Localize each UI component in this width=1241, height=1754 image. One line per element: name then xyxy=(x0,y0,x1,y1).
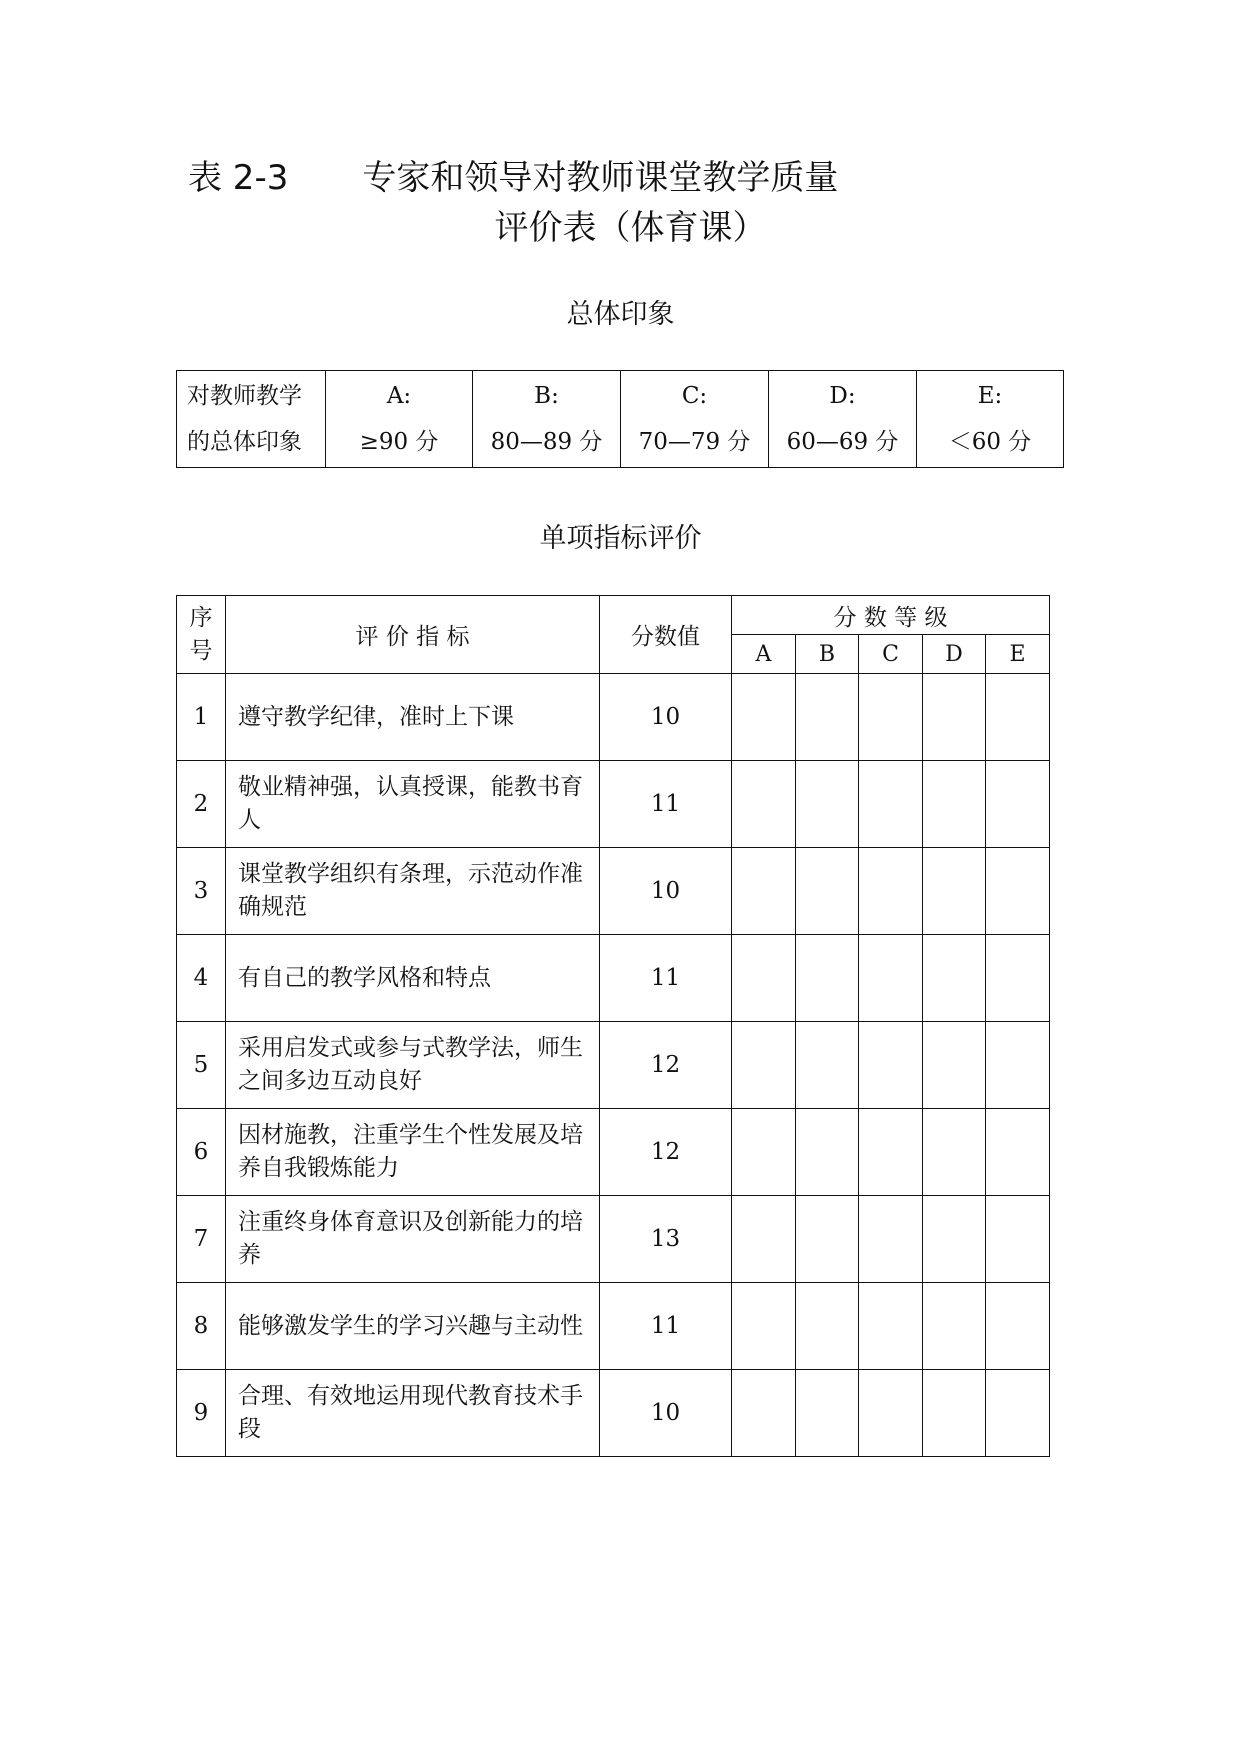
row-number: 1 xyxy=(177,674,226,761)
grade-input-cell-e[interactable] xyxy=(986,1370,1050,1457)
indicator-text: 注重终身体育意识及创新能力的培养 xyxy=(226,1196,600,1283)
score-value: 10 xyxy=(600,1370,732,1457)
table-row xyxy=(177,1370,1050,1457)
row-number: 6 xyxy=(177,1109,226,1196)
grade-input-cell-b[interactable] xyxy=(796,1109,859,1196)
grade-input-cell-c[interactable] xyxy=(859,674,923,761)
grade-input-cell-e[interactable] xyxy=(986,1022,1050,1109)
table-row xyxy=(177,1022,1050,1109)
grade-group-header: 分 数 等 级 xyxy=(732,596,1050,635)
title-text: 专家和领导对教师课堂教学质量 xyxy=(362,158,839,198)
indicator-text: 课堂教学组织有条理，示范动作准确规范 xyxy=(226,848,600,935)
indicator-text: 因材施教，注重学生个性发展及培养自我锻炼能力 xyxy=(226,1109,600,1196)
grade-input-cell-b[interactable] xyxy=(796,848,859,935)
row-number: 9 xyxy=(177,1370,226,1457)
grade-range: 60—69 分 xyxy=(786,429,899,455)
grade-cell-c xyxy=(621,371,769,468)
grade-input-cell-c[interactable] xyxy=(859,848,923,935)
grade-input-cell-d[interactable] xyxy=(923,1109,986,1196)
grade-input-cell-c[interactable] xyxy=(859,935,923,1022)
grade-cell-b xyxy=(473,371,621,468)
grade-input-cell-e[interactable] xyxy=(986,935,1050,1022)
grade-input-cell-a[interactable] xyxy=(732,935,796,1022)
row-number: 2 xyxy=(177,761,226,848)
indicator-text: 有自己的教学风格和特点 xyxy=(226,935,600,1022)
grade-range: ＜60 分 xyxy=(948,429,1032,455)
grade-input-cell-e[interactable] xyxy=(986,674,1050,761)
overall-heading: 总体印象 xyxy=(566,299,675,330)
grade-input-cell-b[interactable] xyxy=(796,761,859,848)
grade-letter: C: xyxy=(681,383,708,409)
table-row xyxy=(177,935,1050,1022)
grade-input-cell-b[interactable] xyxy=(796,935,859,1022)
grade-input-cell-c[interactable] xyxy=(859,761,923,848)
grade-input-cell-e[interactable] xyxy=(986,761,1050,848)
grade-input-cell-d[interactable] xyxy=(923,1022,986,1109)
grade-input-cell-e[interactable] xyxy=(986,848,1050,935)
serial-header-line1: 序 xyxy=(189,604,213,631)
row-number: 4 xyxy=(177,935,226,1022)
grade-header-a: A xyxy=(732,635,796,674)
grade-input-cell-d[interactable] xyxy=(923,935,986,1022)
overall-label-line2: 的总体印象 xyxy=(187,429,302,455)
row-number: 8 xyxy=(177,1283,226,1370)
grade-input-cell-d[interactable] xyxy=(923,848,986,935)
grade-header-c: C xyxy=(859,635,923,674)
grade-input-cell-b[interactable] xyxy=(796,1196,859,1283)
grade-letter: B: xyxy=(534,383,559,409)
grade-input-cell-e[interactable] xyxy=(986,1109,1050,1196)
items-heading: 单项指标评价 xyxy=(539,523,702,554)
grade-input-cell-e[interactable] xyxy=(986,1196,1050,1283)
indicator-header: 评 价 指 标 xyxy=(226,596,600,674)
grade-input-cell-b[interactable] xyxy=(796,1283,859,1370)
grade-input-cell-a[interactable] xyxy=(732,1022,796,1109)
grade-header-b: B xyxy=(796,635,859,674)
score-value: 13 xyxy=(600,1196,732,1283)
score-value: 11 xyxy=(600,761,732,848)
grade-input-cell-d[interactable] xyxy=(923,761,986,848)
row-number: 7 xyxy=(177,1196,226,1283)
grade-input-cell-d[interactable] xyxy=(923,1196,986,1283)
table-row xyxy=(177,1283,1050,1370)
score-value: 11 xyxy=(600,935,732,1022)
table-row xyxy=(177,761,1050,848)
grade-cell-a xyxy=(326,371,473,468)
grade-input-cell-b[interactable] xyxy=(796,1022,859,1109)
table-row xyxy=(177,1196,1050,1283)
indicator-text: 遵守教学纪律，准时上下课 xyxy=(226,674,600,761)
row-number: 3 xyxy=(177,848,226,935)
row-number: 5 xyxy=(177,1022,226,1109)
grade-input-cell-a[interactable] xyxy=(732,1370,796,1457)
grade-input-cell-d[interactable] xyxy=(923,1283,986,1370)
grade-input-cell-c[interactable] xyxy=(859,1196,923,1283)
grade-input-cell-d[interactable] xyxy=(923,1370,986,1457)
table-number: 表 2-3 xyxy=(188,158,289,198)
table-row xyxy=(177,1109,1050,1196)
grade-input-cell-a[interactable] xyxy=(732,1196,796,1283)
indicator-text: 能够激发学生的学习兴趣与主动性 xyxy=(226,1283,600,1370)
grade-input-cell-a[interactable] xyxy=(732,674,796,761)
grade-cell-e xyxy=(917,371,1064,468)
grade-input-cell-c[interactable] xyxy=(859,1022,923,1109)
table-row xyxy=(177,848,1050,935)
score-value: 10 xyxy=(600,848,732,935)
serial-header xyxy=(177,596,226,674)
grade-cell-d xyxy=(769,371,917,468)
overall-label xyxy=(177,371,326,468)
indicator-text: 合理、有效地运用现代教育技术手段 xyxy=(226,1370,600,1457)
overall-impression-table xyxy=(176,370,1064,468)
grade-letter: E: xyxy=(977,383,1003,409)
grade-input-cell-b[interactable] xyxy=(796,674,859,761)
grade-range: ≥90 分 xyxy=(359,429,439,455)
grade-input-cell-a[interactable] xyxy=(732,761,796,848)
grade-input-cell-a[interactable] xyxy=(732,1109,796,1196)
grade-input-cell-e[interactable] xyxy=(986,1283,1050,1370)
grade-input-cell-a[interactable] xyxy=(732,1283,796,1370)
indicator-text: 采用启发式或参与式教学法，师生之间多边互动良好 xyxy=(226,1022,600,1109)
grade-input-cell-c[interactable] xyxy=(859,1370,923,1457)
grade-input-cell-a[interactable] xyxy=(732,848,796,935)
score-value: 12 xyxy=(600,1022,732,1109)
score-header: 分数值 xyxy=(600,596,732,674)
score-value: 10 xyxy=(600,674,732,761)
indicator-text: 敬业精神强，认真授课，能教书育人 xyxy=(226,761,600,848)
document-title-line1 xyxy=(188,150,838,199)
grade-letter: A: xyxy=(386,383,412,409)
grade-range: 80—89 分 xyxy=(490,429,603,455)
grade-input-cell-c[interactable] xyxy=(859,1109,923,1196)
document-title-line2: 评价表（体育课） xyxy=(494,208,767,248)
overall-label-line1: 对教师教学 xyxy=(187,383,302,409)
score-value: 11 xyxy=(600,1283,732,1370)
grade-header-e: E xyxy=(986,635,1050,674)
score-value: 12 xyxy=(600,1109,732,1196)
grade-input-cell-d[interactable] xyxy=(923,674,986,761)
table-row xyxy=(177,674,1050,761)
grade-input-cell-c[interactable] xyxy=(859,1283,923,1370)
serial-header-line2: 号 xyxy=(189,637,213,664)
grade-header-d: D xyxy=(923,635,986,674)
grade-range: 70—79 分 xyxy=(638,429,751,455)
item-evaluation-table xyxy=(176,595,1050,1457)
grade-input-cell-b[interactable] xyxy=(796,1370,859,1457)
grade-letter: D: xyxy=(829,383,856,409)
